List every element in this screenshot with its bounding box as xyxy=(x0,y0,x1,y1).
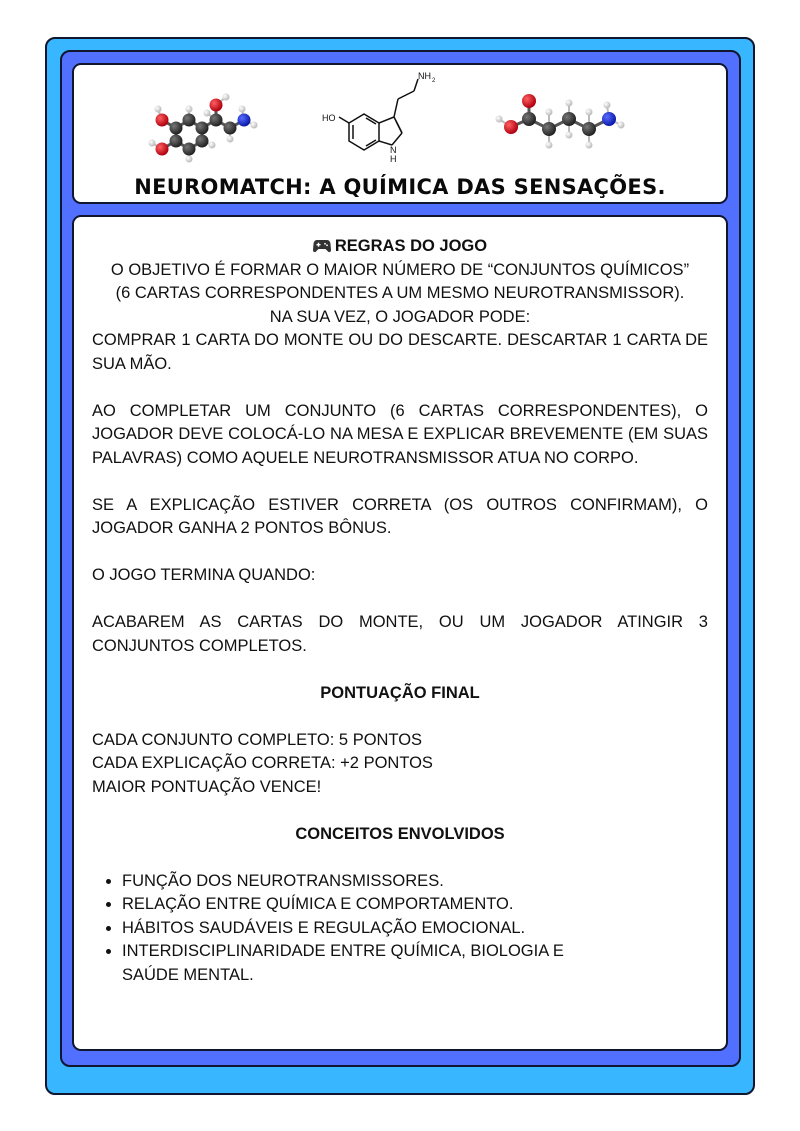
serotonin-structure-image xyxy=(314,71,444,171)
turn-intro: NA SUA VEZ, O JOGADOR PODE: xyxy=(269,307,531,326)
concepts-list xyxy=(92,870,708,988)
nh2-label: NH xyxy=(418,71,431,81)
concepts-heading: CONCEITOS ENVOLVIDOS xyxy=(295,824,505,843)
bonus-rule: SE A EXPLICAÇÃO ESTIVER CORRETA (OS OUTROS CONFIRMAM), O JOGADOR GANHA 2 PONTOS BÔNUS. xyxy=(92,495,708,537)
scoring-line: CADA CONJUNTO COMPLETO: 5 PONTOS xyxy=(92,730,423,749)
scoring-line: CADA EXPLICAÇÃO CORRETA: +2 PONTOS xyxy=(92,754,433,772)
concept-item: • FUNÇÃO DOS NEUROTRANSMISSORES. xyxy=(122,870,708,894)
end-intro: O JOGO TERMINA QUANDO: xyxy=(92,566,316,584)
concept-item: • INTERDISCIPLINARIDADE ENTRE QUÍMICA, BIOLOGIA E SAÚDE MENTAL. xyxy=(122,940,708,987)
objective-line-2: (6 CARTAS CORRESPONDENTES A UM MESMO NEUROTRANSMISSOR). xyxy=(115,284,685,302)
norepinephrine-molecule-image xyxy=(144,83,274,163)
end-condition: ACABAREM AS CARTAS DO MONTE, OU UM JOGADOR ATINGIR 3 CONJUNTOS COMPLETOS. xyxy=(92,613,708,655)
concept-item: • HÁBITOS SAUDÁVEIS E REGULAÇÃO EMOCIONAL. xyxy=(122,917,708,941)
content-panel xyxy=(72,215,728,1051)
turn-action: COMPRAR 1 CARTA DO MONTE OU DO DESCARTE. DESCARTAR 1 CARTA DE SUA MÃO. xyxy=(92,331,708,373)
concept-item: • RELAÇÃO ENTRE QUÍMICA E COMPORTAMENTO. xyxy=(122,893,708,917)
h-label: H xyxy=(390,154,397,164)
nh2-subscript: 2 xyxy=(432,78,436,84)
header-panel xyxy=(72,63,728,204)
ho-label: HO xyxy=(322,113,336,123)
complete-set-rule: AO COMPLETAR UM CONJUNTO (6 CARTAS CORRESPONDENTES), O JOGADOR DEVE COLOCÁ-LO NA MESA E EXPLICAR BREVEMENTE (EM SUAS PALAVRAS) COMO AQUELE NEUROTRANSMISSOR ATUA NO CORPO. xyxy=(92,401,708,467)
scoring-line: MAIOR PONTUAÇÃO VENCE! xyxy=(92,777,322,796)
objective-line-1: O OBJETIVO É FORMAR O MAIOR NÚMERO DE “CONJUNTOS QUÍMICOS” xyxy=(110,260,690,279)
n-label: N xyxy=(390,145,397,155)
page-title: NEUROMATCH: A QUÍMICA DAS SENSAÇÕES. xyxy=(134,175,666,199)
rules-heading xyxy=(92,235,708,259)
gaba-molecule-image xyxy=(489,79,649,159)
scoring-heading: PONTUAÇÃO FINAL xyxy=(320,683,480,702)
gamepad-icon xyxy=(313,239,331,253)
rules-heading-text: REGRAS DO JOGO xyxy=(334,237,488,255)
